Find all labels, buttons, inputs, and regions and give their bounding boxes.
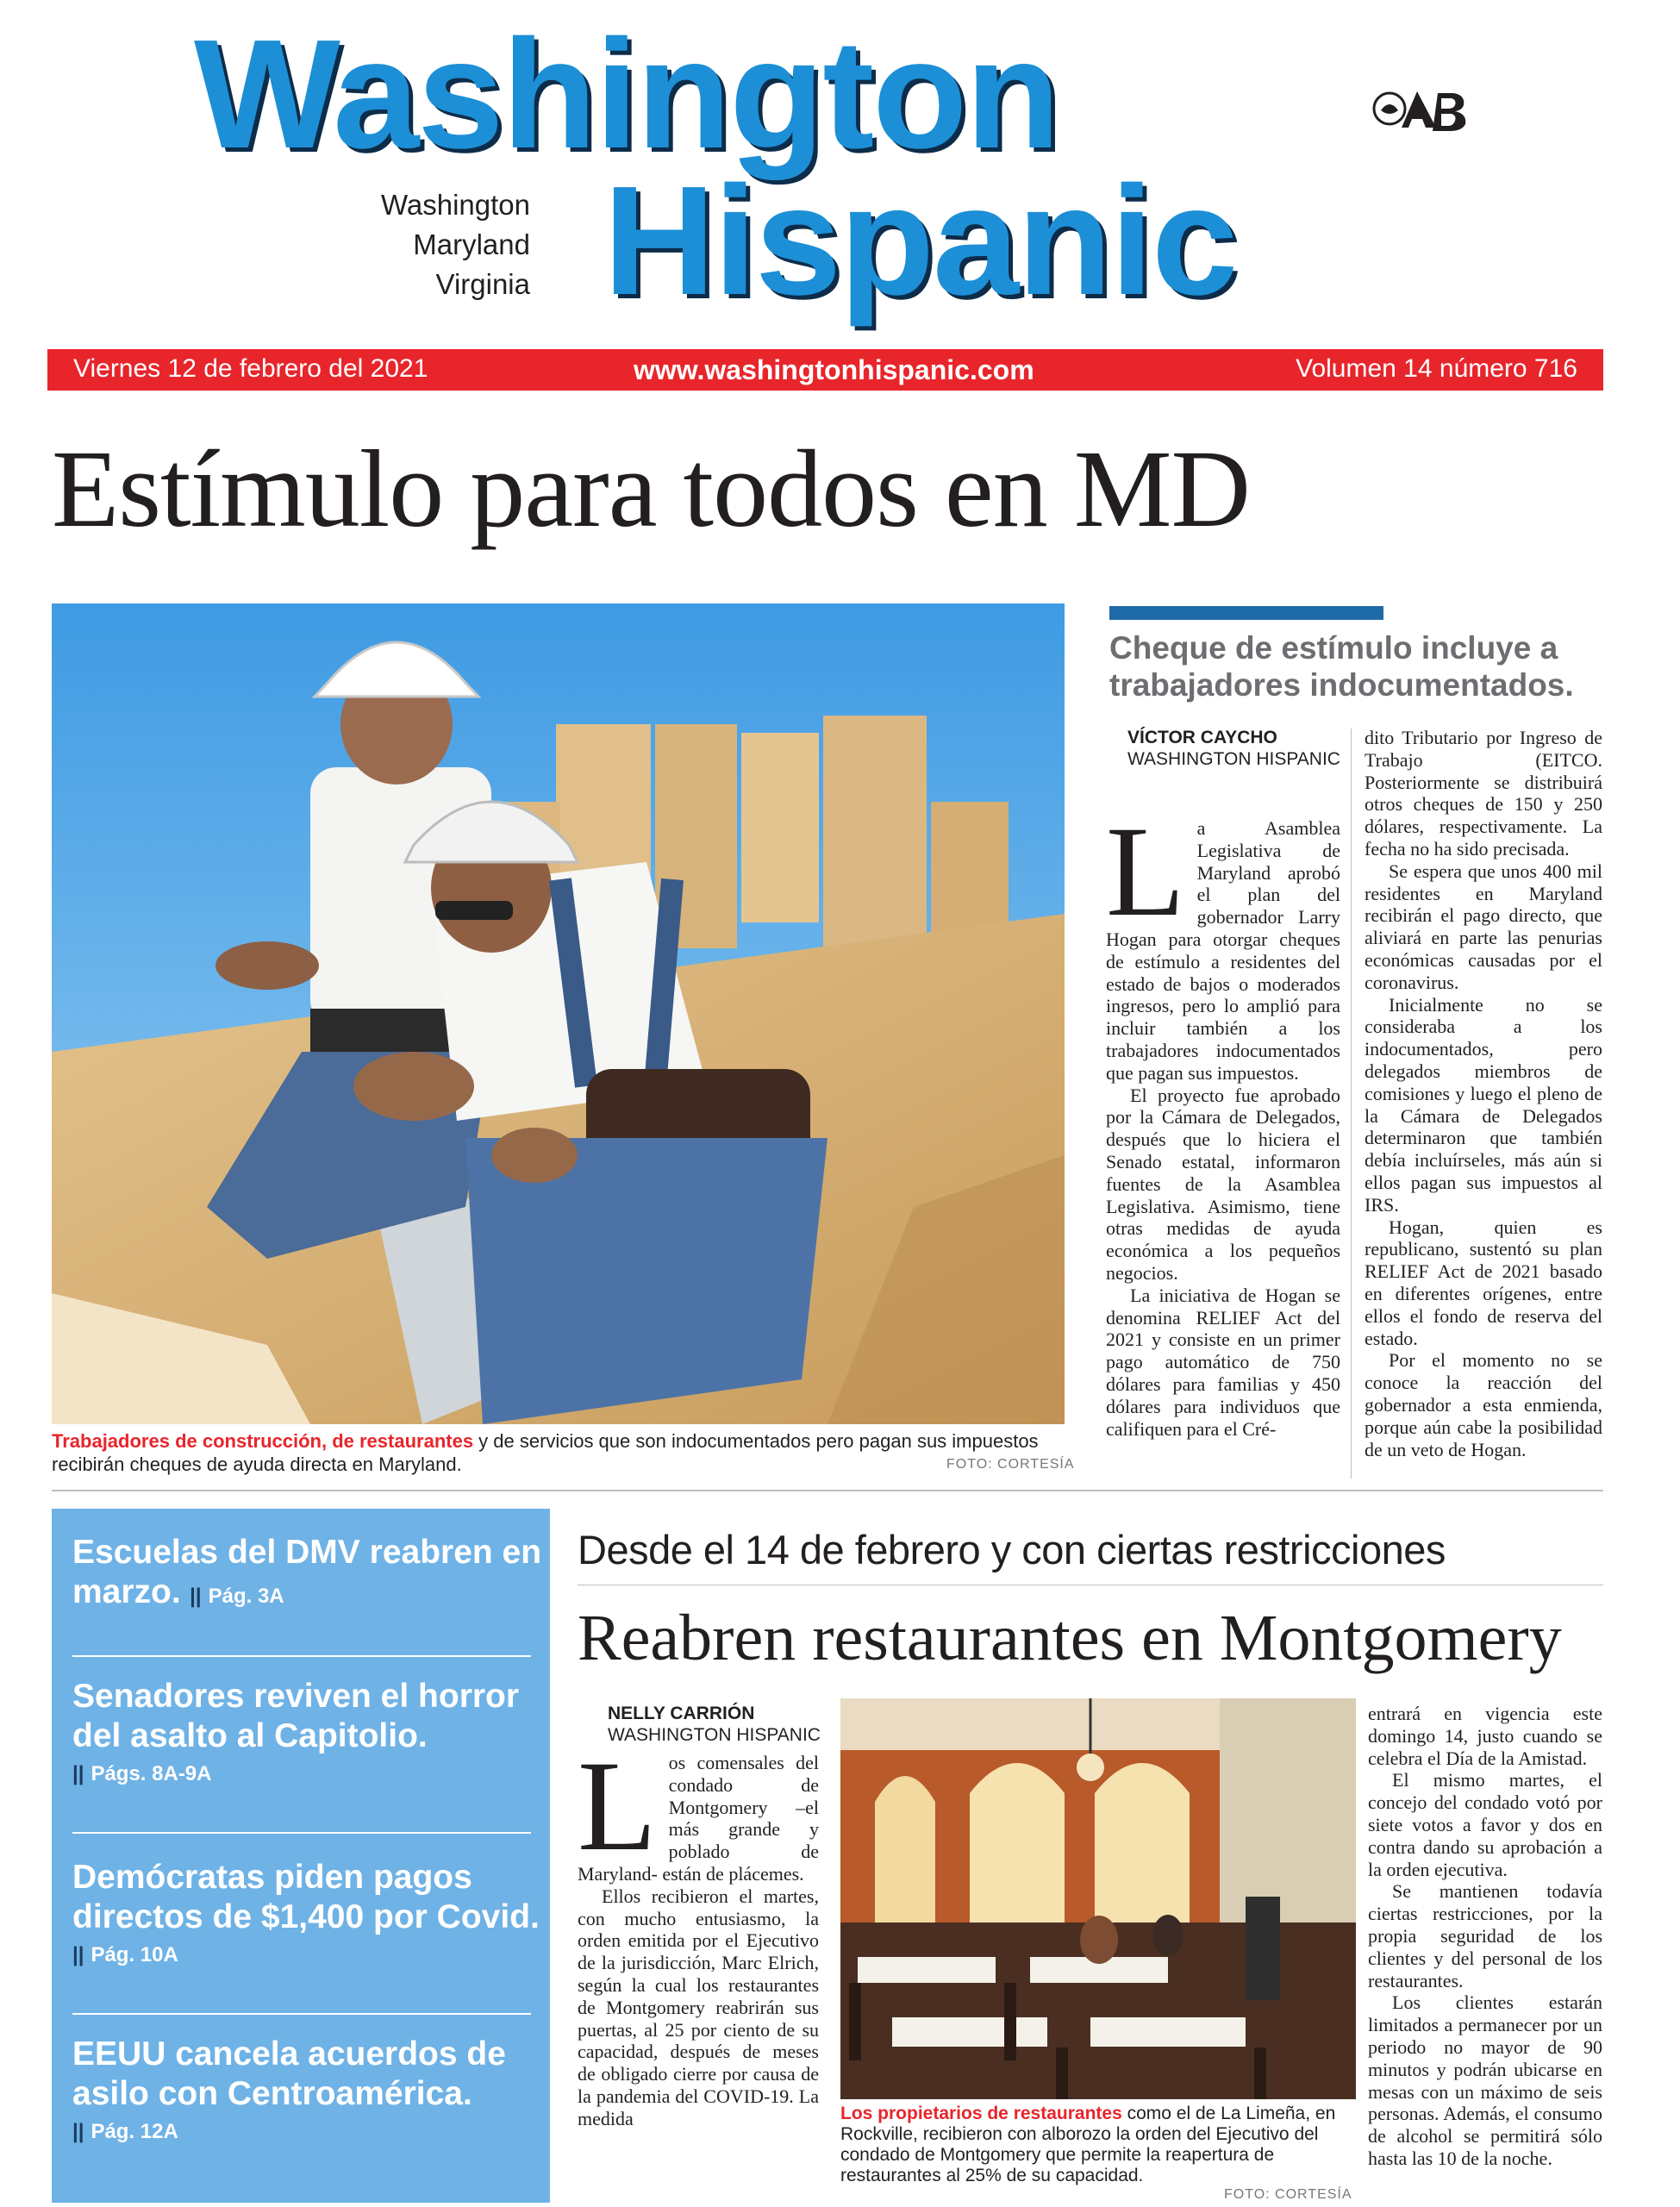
issue-date: Viernes 12 de febrero del 2021: [73, 354, 428, 383]
lead-dropcap: L: [1106, 817, 1185, 943]
sidebar-item-capitol[interactable]: [72, 1677, 542, 1787]
sidebar-item-headline: Escuelas del DMV reabren en marzo.: [72, 1534, 542, 1610]
second-column-2: [1368, 1703, 1602, 2203]
second-caption-highlight: Los propietarios de restaurantes: [840, 2104, 1122, 2123]
deck-accent-rule: [1109, 606, 1383, 620]
lead-col1-p1: a Asamblea Legislativa de Maryland aprobó el plan del gobernador Larry Hogan para otorgar cheques de estímulo a residentes del estado de bajos o moderados ingresos, pero lo amplió para incluir también a los trabajadores indocumentados que pagan sus impuestos.: [1106, 817, 1340, 1084]
construction-workers-photo: [52, 603, 1065, 1424]
lead-column-2: [1365, 727, 1602, 1479]
masthead-regions: [332, 185, 530, 304]
sidebar-item-headline: Demócratas piden pagos directos de $1,400 por Covid.: [72, 1859, 540, 1935]
lead-col2-p4: Hogan, quien es republicano, sustentó su plan RELIEF Act de 2021 basado en diferentes orígenes, entre ellos el fondo de reserva del estado.: [1365, 1216, 1602, 1349]
second-dropcap: L: [578, 1752, 657, 1878]
region-virginia: Virginia: [435, 268, 530, 300]
second-photo-credit: FOTO: CORTESÍA: [1224, 2187, 1352, 2202]
lead-photo-credit: FOTO: CORTESÍA: [946, 1457, 1075, 1472]
second-col3-p3: Se mantienen todavía ciertas restricciones, por la propia seguridad de los clientes y del personal de los restaurantes.: [1368, 1880, 1602, 1991]
sidebar-item-page: Pág. 3A: [208, 1585, 284, 1608]
second-col3-p1: entrará en vigencia este domingo 14, justo cuando se celebra el Día de la Amistad.: [1368, 1703, 1602, 1769]
second-col1-p2: Ellos recibieron el martes, con mucho entusiasmo, la orden emitida por el Ejecutivo de la jurisdicción, Marc Elrich, según la cual los restaurantes de Montgomery reabrirán sus puertas, al 25 por ciento de su capacidad, después de meses de obligado cierre por causa de la pandemia del COVID-19. La medida: [578, 1885, 819, 2129]
second-kicker: Desde el 14 de febrero y con ciertas restricciones: [578, 1527, 1446, 1572]
second-col1-p1: os comensales del condado de Montgomery –el más grande y poblado de Maryland- están de plácemes.: [578, 1752, 819, 1885]
lead-caption-text: y de servicios que son indocumentados pero pagan sus impuestos recibirán cheques de ayuda directa en Maryland.: [52, 1430, 1039, 1475]
lead-outlet: WASHINGTON HISPANIC: [1127, 749, 1340, 769]
lead-deck: Cheque de estímulo incluye a trabajadores indocumentados.: [1109, 630, 1574, 703]
second-caption-text: como el de La Limeña, en Rockville, recibieron con alborozo la orden del Ejecutivo del condado de Montgomery que permite la reapertura de restaurantes al 25% de su capacidad.: [840, 2104, 1336, 2185]
second-headline: Reabren restaurantes en Montgomery: [578, 1602, 1562, 1674]
column-divider: [1351, 728, 1352, 1479]
lead-col1-p2: El proyecto fue aprobado por la Cámara de Delegados, después que lo hiciera el Senado estatal, informaron fuentes de la Asamblea Legislativa. Asimismo, tiene otras medidas de ayuda económica a los pequeños negocios.: [1106, 1084, 1340, 1284]
second-col3-p2: El mismo martes, el concejo del condado votó por siete votos a favor y dos en contra dando su aprobación a la orden ejecutiva.: [1368, 1769, 1602, 1880]
section-divider: [52, 1490, 1603, 1491]
lead-col2-p2: Se espera que unos 400 mil residentes en Maryland recibirán el pago directo, que aliviará en parte las penurias económicas causadas por el coronavirus.: [1365, 860, 1602, 993]
publisher-logo-icon: [1372, 84, 1476, 136]
page-marker-icon: ||: [72, 2120, 84, 2143]
sidebar-item-headline: EEUU cancela acuerdos de asilo con Centroamérica.: [72, 2035, 506, 2112]
second-outlet: WASHINGTON HISPANIC: [608, 1725, 821, 1745]
second-author: NELLY CARRIÓN: [608, 1704, 755, 1723]
second-col3-p4: Los clientes estarán limitados a permanecer por un periodo no mayor de 90 minutos y podrán ubicarse en mesas con un máximo de seis personas. Además, el consumo de alcohol se permitirá sólo hasta las 10 de la noche.: [1368, 1991, 1602, 2169]
masthead-title-hispanic: Hispanic: [603, 154, 1237, 328]
page-marker-icon: ||: [72, 1943, 84, 1966]
lead-byline: [1127, 727, 1340, 770]
lead-col2-p3: Inicialmente no se consideraba a los indocumentados, pero delegados miembros de comisiones y luego el pleno de la Cámara de Delegados determinaron que también debía incluírseles, más aún si ellos pagan sus impuestos al IRS.: [1365, 993, 1602, 1216]
sidebar-item-page: Pág. 12A: [91, 2120, 178, 2143]
sidebar-item-page: Pág. 10A: [91, 1943, 178, 1966]
issue-volume: Volumen 14 número 716: [1296, 354, 1577, 383]
sidebar-item-schools[interactable]: [72, 1533, 542, 1612]
region-maryland: Maryland: [413, 228, 530, 260]
sidebar-item-payments[interactable]: [72, 1858, 542, 1968]
second-byline: [608, 1703, 821, 1746]
lead-col2-p1: dito Tributario por Ingreso de Trabajo (EITCO. Posteriormente se distribuirá otros cheques de 150 y 250 dólares, respectivamente. La fecha no ha sido precisada.: [1365, 727, 1602, 860]
sidebar-item-headline: Senadores reviven el horror del asalto al Capitolio.: [72, 1678, 520, 1754]
sidebar-item-asylum[interactable]: [72, 2035, 542, 2145]
sidebar-separator: [72, 2013, 531, 2015]
masthead-info-bar: [47, 349, 1603, 391]
website-link[interactable]: www.washingtonhispanic.com: [634, 354, 1034, 385]
second-column-1: [578, 1752, 819, 2200]
sidebar-separator: [72, 1832, 531, 1834]
sidebar-item-page: Págs. 8A-9A: [91, 1762, 212, 1785]
page-marker-icon: ||: [190, 1585, 202, 1608]
masthead-title-washington: Washington: [194, 8, 1059, 181]
lead-caption-highlight: Trabajadores de construcción, de restaurantes: [52, 1430, 474, 1452]
lead-col2-p5: Por el momento no se conoce la reacción del gobernador a esta enmienda, porque aún cabe la posibilidad de un veto de Hogan.: [1365, 1349, 1602, 1460]
page-marker-icon: ||: [72, 1762, 84, 1785]
lead-photo-caption: [52, 1429, 1065, 1476]
region-washington: Washington: [380, 189, 530, 221]
lead-headline: Estímulo para todos en MD: [52, 428, 1250, 550]
lead-col1-p3: La iniciativa de Hogan se denomina RELIEF Act del 2021 y consiste en un primer pago automático de 750 dólares para familias y 450 dólares para individuos que califiquen para el Cré-: [1106, 1284, 1340, 1440]
sidebar-separator: [72, 1655, 531, 1657]
restaurant-interior-photo: [840, 1698, 1356, 2099]
second-photo-caption: [840, 2104, 1356, 2186]
lead-column-1: [1106, 817, 1340, 1479]
news-index-sidebar: [52, 1509, 550, 2203]
lead-author: VÍCTOR CAYCHO: [1127, 728, 1277, 747]
